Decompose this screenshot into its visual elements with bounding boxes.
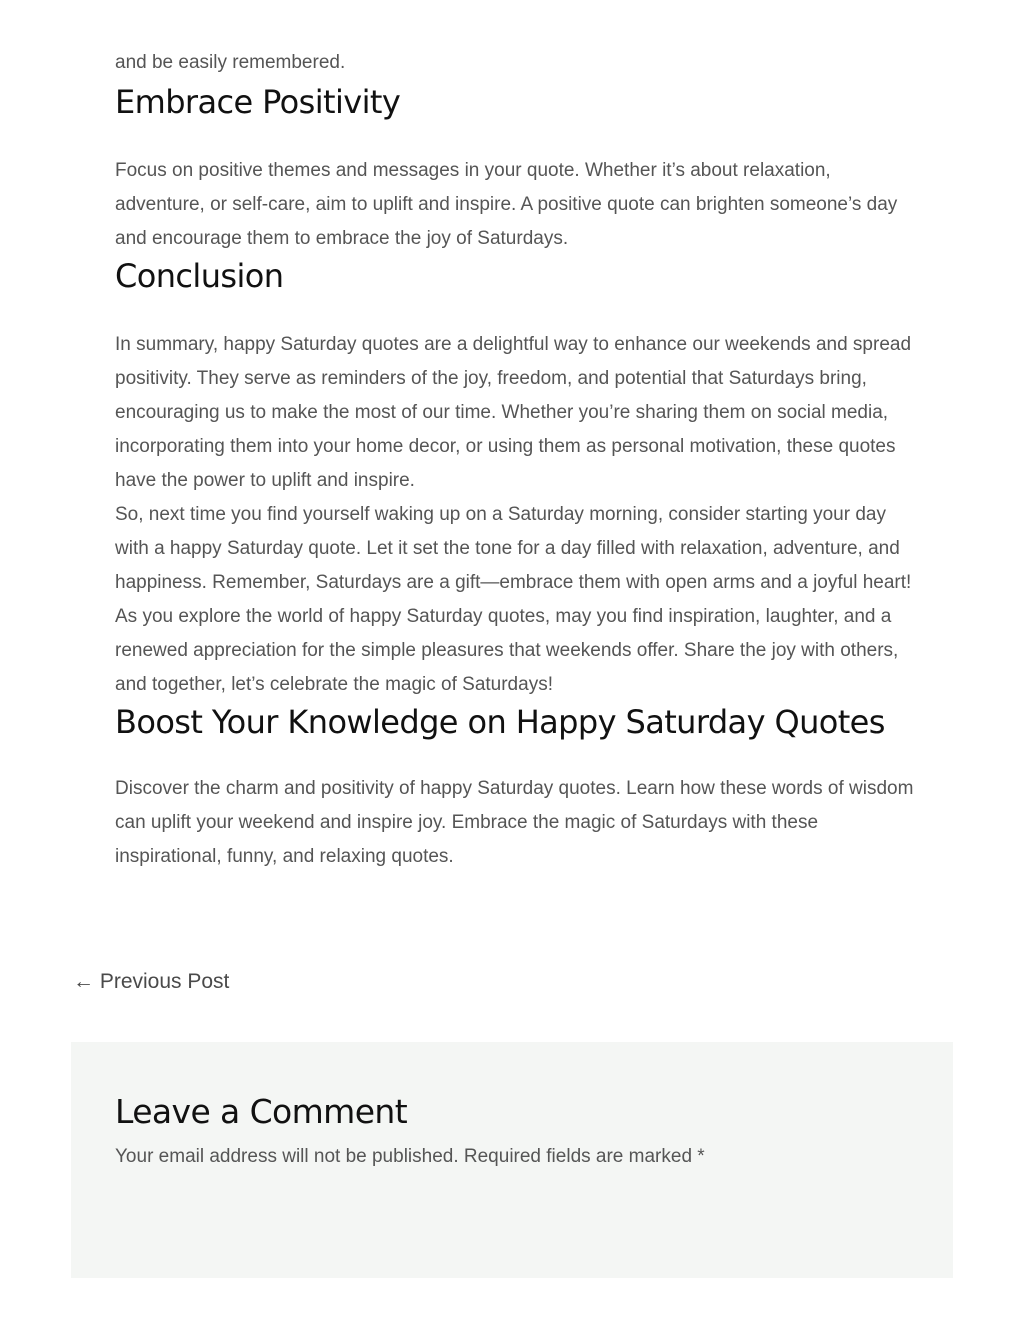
paragraph-fragment: and be easily remembered. <box>115 52 346 73</box>
previous-post-link[interactable]: ← Previous Post <box>73 970 230 993</box>
paragraph-conclusion-2: So, next time you find yourself waking up on a Saturday morning, consider starting your day with a happy Saturday quote. Let it set the tone for a day filled with relaxation, adventure, and happiness. Remember, Saturdays are a gift—embrace them with open arms and a joyful heart! <box>115 504 912 593</box>
paragraph-conclusion-1: In summary, happy Saturday quotes are a delightful way to enhance our weekends and spread positivity. They serve as reminders of the joy, freedom, and potential that Saturdays bring, encouraging us to make the most of our time. Whether you’re sharing them on social media, incorporating them into your home decor, or using them as personal motivation, these quotes have the power to uplift and inspire. <box>115 334 912 491</box>
heading-embrace-positivity: Embrace Positivity <box>115 83 401 121</box>
heading-boost-knowledge: Boost Your Knowledge on Happy Saturday Quotes <box>115 703 885 741</box>
comment-required-note: Your email address will not be published. Required fields are marked * <box>115 1146 705 1167</box>
comment-title: Leave a Comment <box>115 1092 408 1131</box>
heading-conclusion: Conclusion <box>115 257 284 295</box>
article-content <box>115 50 915 874</box>
paragraph-boost-knowledge: Discover the charm and positivity of happy Saturday quotes. Learn how these words of wisdom can uplift your weekend and inspire joy. Embrace the magic of Saturdays with these inspirational, funny, and relaxing quotes. <box>115 778 914 867</box>
paragraph-conclusion-3: As you explore the world of happy Saturday quotes, may you find inspiration, laughter, and a renewed appreciation for the simple pleasures that weekends offer. Share the joy with others, and together, let’s celebrate the magic of Saturdays! <box>115 606 899 695</box>
comment-section <box>71 1042 953 1278</box>
paragraph-embrace-positivity: Focus on positive themes and messages in your quote. Whether it’s about relaxation, adventure, or self-care, aim to uplift and inspire. A positive quote can brighten someone’s day and encourage them to embrace the joy of Saturdays. <box>115 160 898 249</box>
